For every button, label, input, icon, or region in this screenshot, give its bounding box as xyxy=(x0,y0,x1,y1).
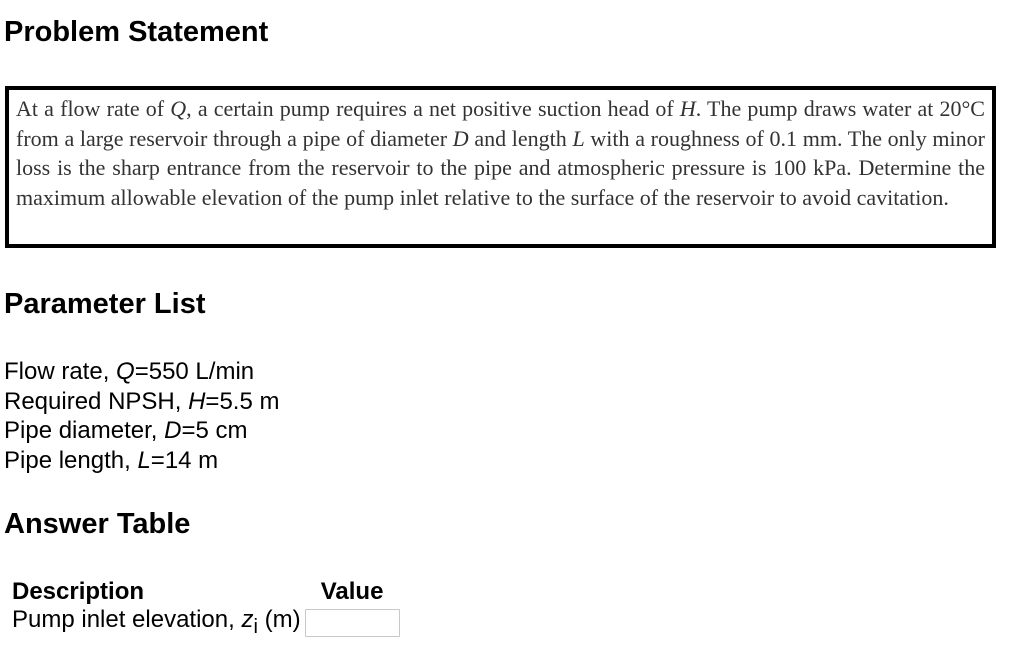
parameter-required-npsh: Required NPSH, H=5.5 m xyxy=(4,387,280,415)
table-row xyxy=(10,606,402,639)
parameter-list xyxy=(4,357,279,475)
parameter-pipe-diameter: Pipe diameter, D=5 cm xyxy=(4,417,248,444)
answer-table xyxy=(10,574,402,639)
pump-inlet-elevation-input[interactable] xyxy=(305,609,400,637)
parameter-pipe-length: Pipe length, L=14 m xyxy=(4,446,219,474)
answer-table-header-row xyxy=(10,574,402,606)
problem-statement-text: At a flow rate of Q, a certain pump requires a net positive suction head of H. The pump draws water at 20°C from a large reservoir through a pipe of diameter D and length L with a roughness of 0.1 mm. The only minor loss is the sharp entrance from the reservoir to the pipe and atmospheric pressure is 100 kPa. Determine the maximum allowable elevation of the pump inlet relative to the surface of the reservoir to avoid cavitation. xyxy=(16,96,985,211)
parameter-flow-rate: Flow rate, Q=550 L/min xyxy=(4,358,255,385)
parameter-list-heading: Parameter List xyxy=(4,288,206,320)
problem-statement-heading: Problem Statement xyxy=(4,16,269,48)
column-header-value: Value xyxy=(320,578,384,605)
problem-statement-box xyxy=(5,86,996,248)
answer-value-cell xyxy=(303,606,402,639)
answer-row-label: Pump inlet elevation, $z_i$ (m) xyxy=(12,606,301,638)
answer-table-heading: Answer Table xyxy=(4,508,191,540)
column-header-description: Description xyxy=(12,578,145,605)
